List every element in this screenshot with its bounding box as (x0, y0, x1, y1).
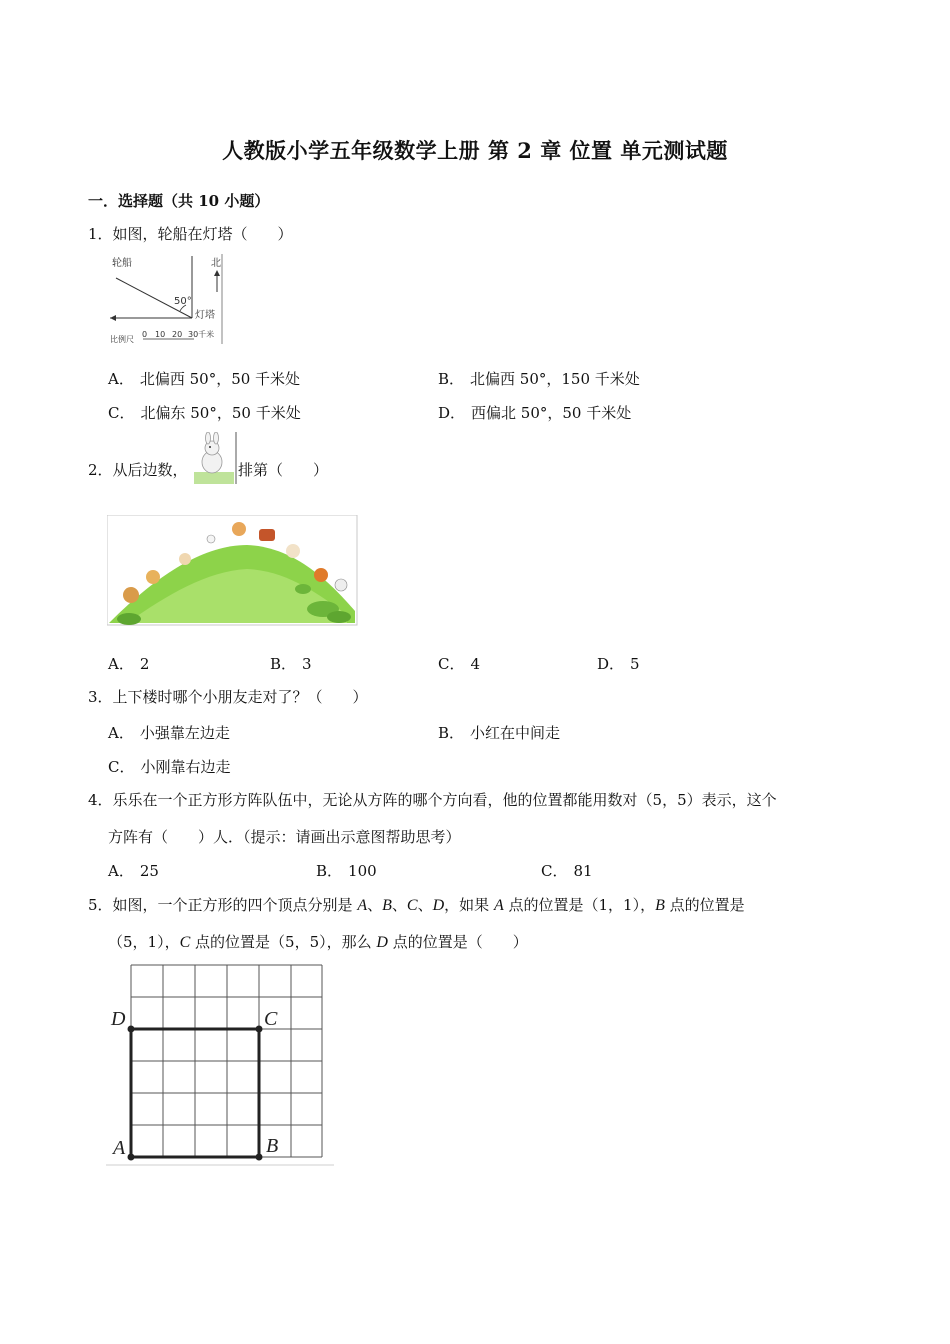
option-text: 81 (573, 862, 593, 880)
stem-separator: 、 (367, 896, 383, 914)
q1-option-d[interactable] (438, 402, 631, 423)
scale-tick: 30千米 (188, 330, 215, 339)
grid-lines (131, 965, 322, 1157)
bush (117, 613, 141, 625)
point-d-ref: D (432, 897, 445, 914)
option-text: 小强靠左边走 (139, 724, 230, 742)
stem-text: （5，1）， (108, 933, 180, 951)
option-label: D． (597, 655, 625, 673)
option-label: B． (438, 370, 465, 388)
option-label: A． (108, 655, 134, 673)
ship-lighthouse-figure (108, 252, 228, 346)
q4-option-b[interactable] (316, 860, 377, 881)
question-5-stem (88, 895, 745, 916)
north-label: 北 (211, 258, 221, 269)
q2-option-d[interactable] (597, 653, 640, 674)
point-b-label: B (266, 1135, 279, 1157)
option-label: C． (108, 404, 135, 422)
q4-option-c[interactable] (541, 860, 593, 881)
stem-text: 点的位置是 (664, 896, 745, 914)
q1-option-b[interactable] (438, 368, 640, 389)
question-1-stem: 1．如图，轮船在灯塔（ ） (88, 225, 293, 243)
question-2-stem-end: 排第（ ） (238, 461, 329, 479)
option-label: A． (108, 370, 134, 388)
lighthouse-label: 灯塔 (195, 310, 215, 321)
point-b (256, 1154, 263, 1161)
option-text: 西偏北 50°，50 千米处 (471, 404, 632, 422)
question-4-stem: 4．乐乐在一个正方形方阵队伍中，无论从方阵的哪个方向看，他的位置都能用数对（5，5）表示，这个 (88, 791, 777, 809)
page-title: 人教版小学五年级数学上册 第 2 章 位置 单元测试题 (222, 138, 728, 163)
option-label: B． (438, 724, 465, 742)
grass-patch (194, 472, 234, 484)
stem-text: ，如果 (444, 896, 494, 914)
option-text: 小刚靠右边走 (140, 758, 231, 776)
scale-tick: 10 (155, 330, 166, 339)
point-a-label: A (113, 1137, 126, 1159)
option-label: C． (108, 758, 135, 776)
north-arrowhead (214, 270, 220, 276)
option-text: 小红在中间走 (470, 724, 561, 742)
scale-label: 比例尺 (110, 335, 134, 344)
bush (327, 611, 351, 623)
question-4-stem-line2: 方阵有（ ）人．（提示：请画出示意图帮助思考） (108, 828, 461, 846)
point-a-ref: A (493, 897, 504, 914)
option-label: B． (270, 655, 297, 673)
animal-dog (146, 570, 160, 584)
west-arrowhead (110, 315, 116, 321)
point-c (256, 1026, 263, 1033)
stem-text: 5．如图，一个正方形的四个顶点分别是 (88, 896, 358, 914)
point-d-ref: D (376, 934, 388, 951)
question-5-stem-line2 (108, 932, 528, 953)
point-a (128, 1154, 135, 1161)
scale-tick: 0 (142, 330, 148, 339)
point-c-label: C (264, 1008, 278, 1030)
option-text: 4 (470, 655, 481, 673)
q2-option-a[interactable] (108, 653, 149, 674)
scale-tick: 20 (172, 330, 183, 339)
stem-separator: 、 (417, 896, 433, 914)
point-b-ref: B (655, 897, 665, 914)
option-label: C． (438, 655, 465, 673)
animal-mouse (335, 579, 347, 591)
option-text: 3 (302, 655, 312, 673)
option-text: 北偏西 50°，50 千米处 (139, 370, 301, 388)
animal-deer (259, 529, 275, 541)
rabbit-eye (209, 446, 211, 448)
q2-option-c[interactable] (438, 653, 480, 674)
ship-label: 轮船 (112, 258, 132, 269)
square-grid-figure (106, 962, 336, 1168)
rabbit-ear (206, 432, 211, 444)
option-label: B． (316, 862, 343, 880)
animals-on-hill-figure (107, 515, 359, 627)
option-text: 5 (630, 655, 640, 673)
stem-separator: 、 (391, 896, 407, 914)
animal-rabbit (179, 553, 191, 565)
point-b-ref: B (382, 897, 392, 914)
stem-text: 点的位置是（5，5），那么 (190, 933, 377, 951)
question-2-stem-start: 2．从后边数， (88, 461, 188, 479)
option-label: A． (108, 724, 134, 742)
animal-bird (207, 535, 215, 543)
option-text: 北偏东 50°，50 千米处 (140, 404, 301, 422)
q1-option-c[interactable] (108, 402, 301, 423)
rabbit-inline-image (194, 432, 238, 484)
section-heading: 一．选择题（共 10 小题） (88, 192, 270, 210)
q4-option-a[interactable] (108, 860, 159, 881)
animal-squirrel (314, 568, 328, 582)
rabbit-ear (214, 432, 219, 444)
stem-text: 点的位置是（1，1）， (503, 896, 656, 914)
option-text: 2 (139, 655, 150, 673)
option-label: A． (108, 862, 134, 880)
stem-text: 点的位置是（ ） (387, 933, 528, 951)
q3-option-a[interactable] (108, 722, 230, 743)
animal-lion (123, 587, 139, 603)
option-text: 北偏西 50°，150 千米处 (470, 370, 640, 388)
option-text: 25 (139, 862, 159, 880)
bush (295, 584, 311, 594)
animal-puppy (286, 544, 300, 558)
point-c-ref: C (406, 897, 418, 914)
angle-label: 50° (174, 296, 192, 307)
point-a-ref: A (357, 897, 368, 914)
q2-option-b[interactable] (270, 653, 312, 674)
q1-option-a[interactable] (108, 368, 300, 389)
q3-option-c[interactable] (108, 756, 231, 777)
point-d-label: D (111, 1008, 126, 1030)
option-label: D． (438, 404, 466, 422)
animal-cat (232, 522, 246, 536)
option-label: C． (541, 862, 568, 880)
point-c-ref: C (179, 934, 191, 951)
q3-option-b[interactable] (438, 722, 560, 743)
option-text: 100 (348, 862, 377, 880)
question-3-stem: 3．上下楼时哪个小朋友走对了？（ ） (88, 688, 368, 706)
point-d (128, 1026, 135, 1033)
